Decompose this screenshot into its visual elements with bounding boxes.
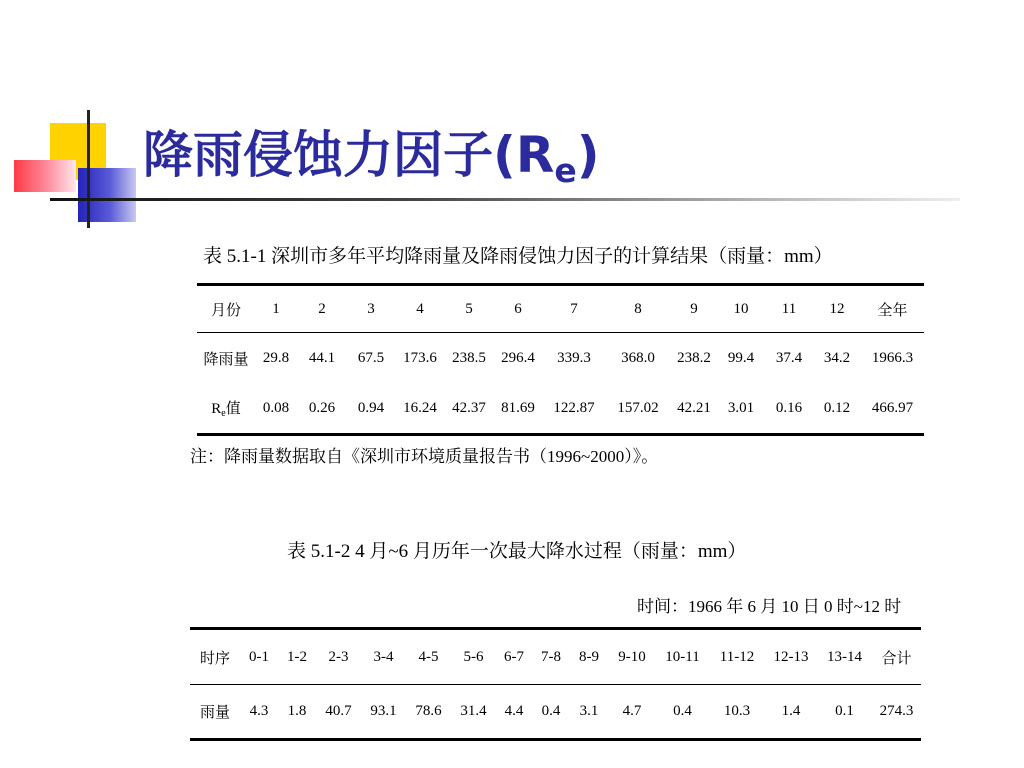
max-rainfall-process-table (190, 627, 921, 741)
table-cell: 0.26 (308, 399, 336, 416)
header-cell: 8-9 (570, 629, 608, 685)
table-row (197, 383, 924, 435)
table-cell: 0.1 (835, 703, 854, 719)
header-cell: 2 (297, 285, 347, 333)
header-cell: 时序 (190, 629, 240, 685)
table-cell: 67.5 (357, 349, 385, 366)
table-cell: 31.4 (460, 703, 487, 719)
header-cell: 12 (813, 285, 861, 333)
table-cell: 16.24 (403, 399, 437, 416)
header-cell: 10 (717, 285, 765, 333)
rainfall-erosivity-table (197, 283, 924, 436)
header-cell: 4 (395, 285, 445, 333)
table-cell: 37.4 (775, 349, 803, 366)
table-cell: 42.37 (452, 399, 486, 416)
table-cell: 4.7 (622, 703, 642, 719)
header-cell: 4-5 (406, 629, 451, 685)
decorative-red-bar (14, 160, 76, 192)
table-cell: 29.8 (262, 349, 290, 366)
header-cell: 全年 (861, 285, 924, 333)
header-cell: 月份 (197, 285, 255, 333)
header-cell: 6 (493, 285, 543, 333)
table-cell: 466.97 (871, 399, 914, 416)
table2-caption: 表 5.1-2 4 月~6 月历年一次最大降水过程（雨量：mm） (287, 541, 747, 562)
table-header-row (197, 285, 924, 333)
table-cell: 42.21 (677, 399, 711, 416)
table-cell: 34.2 (823, 349, 851, 366)
row-label: $R_e$值 (211, 401, 241, 419)
header-cell: 8 (605, 285, 671, 333)
table-cell: 157.02 (617, 399, 659, 416)
table-header-row (190, 629, 921, 685)
header-cell: 5 (445, 285, 493, 333)
table-cell: 0.4 (673, 703, 692, 719)
table-cell: 274.3 (879, 703, 914, 719)
header-cell: 3 (347, 285, 395, 333)
header-cell: 1 (255, 285, 297, 333)
table-cell: 3.1 (579, 703, 599, 719)
header-cell: 7-8 (532, 629, 570, 685)
row-label: 降雨量 (203, 351, 249, 368)
table-cell: 1966.3 (871, 349, 914, 366)
table-cell: 122.87 (553, 399, 595, 416)
table-cell: 93.1 (370, 703, 397, 719)
table-cell: 81.69 (501, 399, 535, 416)
table-row (197, 333, 924, 384)
table-cell: 173.6 (403, 349, 437, 366)
header-cell: 11-12 (709, 629, 765, 685)
table-cell: 44.1 (308, 349, 336, 366)
table-cell: 4.4 (504, 703, 524, 719)
table2-time-note: 时间：1966 年 6 月 10 日 0 时~12 时 (637, 597, 902, 616)
header-cell: 9 (671, 285, 717, 333)
header-cell: 1-2 (278, 629, 316, 685)
decorative-vertical-line (87, 110, 90, 228)
row-label: 雨量 (199, 705, 230, 721)
header-cell: 10-11 (656, 629, 709, 685)
slide-title: 降雨侵蚀力因子$(R_e)$ (143, 126, 600, 190)
table-row (190, 685, 921, 740)
header-cell: 合计 (872, 629, 921, 685)
table-cell: 339.3 (557, 349, 591, 366)
header-cell: 12-13 (765, 629, 817, 685)
table-cell: 99.4 (727, 349, 755, 366)
header-cell: 6-7 (496, 629, 532, 685)
header-cell: 7 (543, 285, 605, 333)
header-cell: 3-4 (361, 629, 406, 685)
table-cell: 238.2 (677, 349, 711, 366)
header-cell: 0-1 (240, 629, 278, 685)
header-cell: 13-14 (817, 629, 872, 685)
table-cell: 0.94 (357, 399, 385, 416)
table-cell: 238.5 (452, 349, 486, 366)
table-cell: 368.0 (621, 349, 655, 366)
table-cell: 78.6 (415, 703, 442, 719)
header-cell: 11 (765, 285, 813, 333)
table-cell: 40.7 (325, 703, 352, 719)
header-cell: 9-10 (608, 629, 656, 685)
table-cell: 0.08 (262, 399, 290, 416)
table-cell: 0.12 (823, 399, 851, 416)
table-cell: 0.4 (541, 703, 561, 719)
table-cell: 1.8 (287, 703, 307, 719)
table1-caption: 表 5.1-1 深圳市多年平均降雨量及降雨侵蚀力因子的计算结果（雨量：mm） (203, 246, 833, 267)
table-cell: 1.4 (781, 703, 801, 719)
table-cell: 3.01 (727, 399, 755, 416)
table-cell: 296.4 (501, 349, 535, 366)
header-cell: 2-3 (316, 629, 361, 685)
table-cell: 0.16 (775, 399, 803, 416)
table-cell: 10.3 (723, 703, 751, 719)
header-cell: 5-6 (451, 629, 496, 685)
table1-note: 注：降雨量数据取自《深圳市环境质量报告书（1996~2000）》。 (190, 447, 659, 466)
table-cell: 4.3 (249, 703, 269, 719)
